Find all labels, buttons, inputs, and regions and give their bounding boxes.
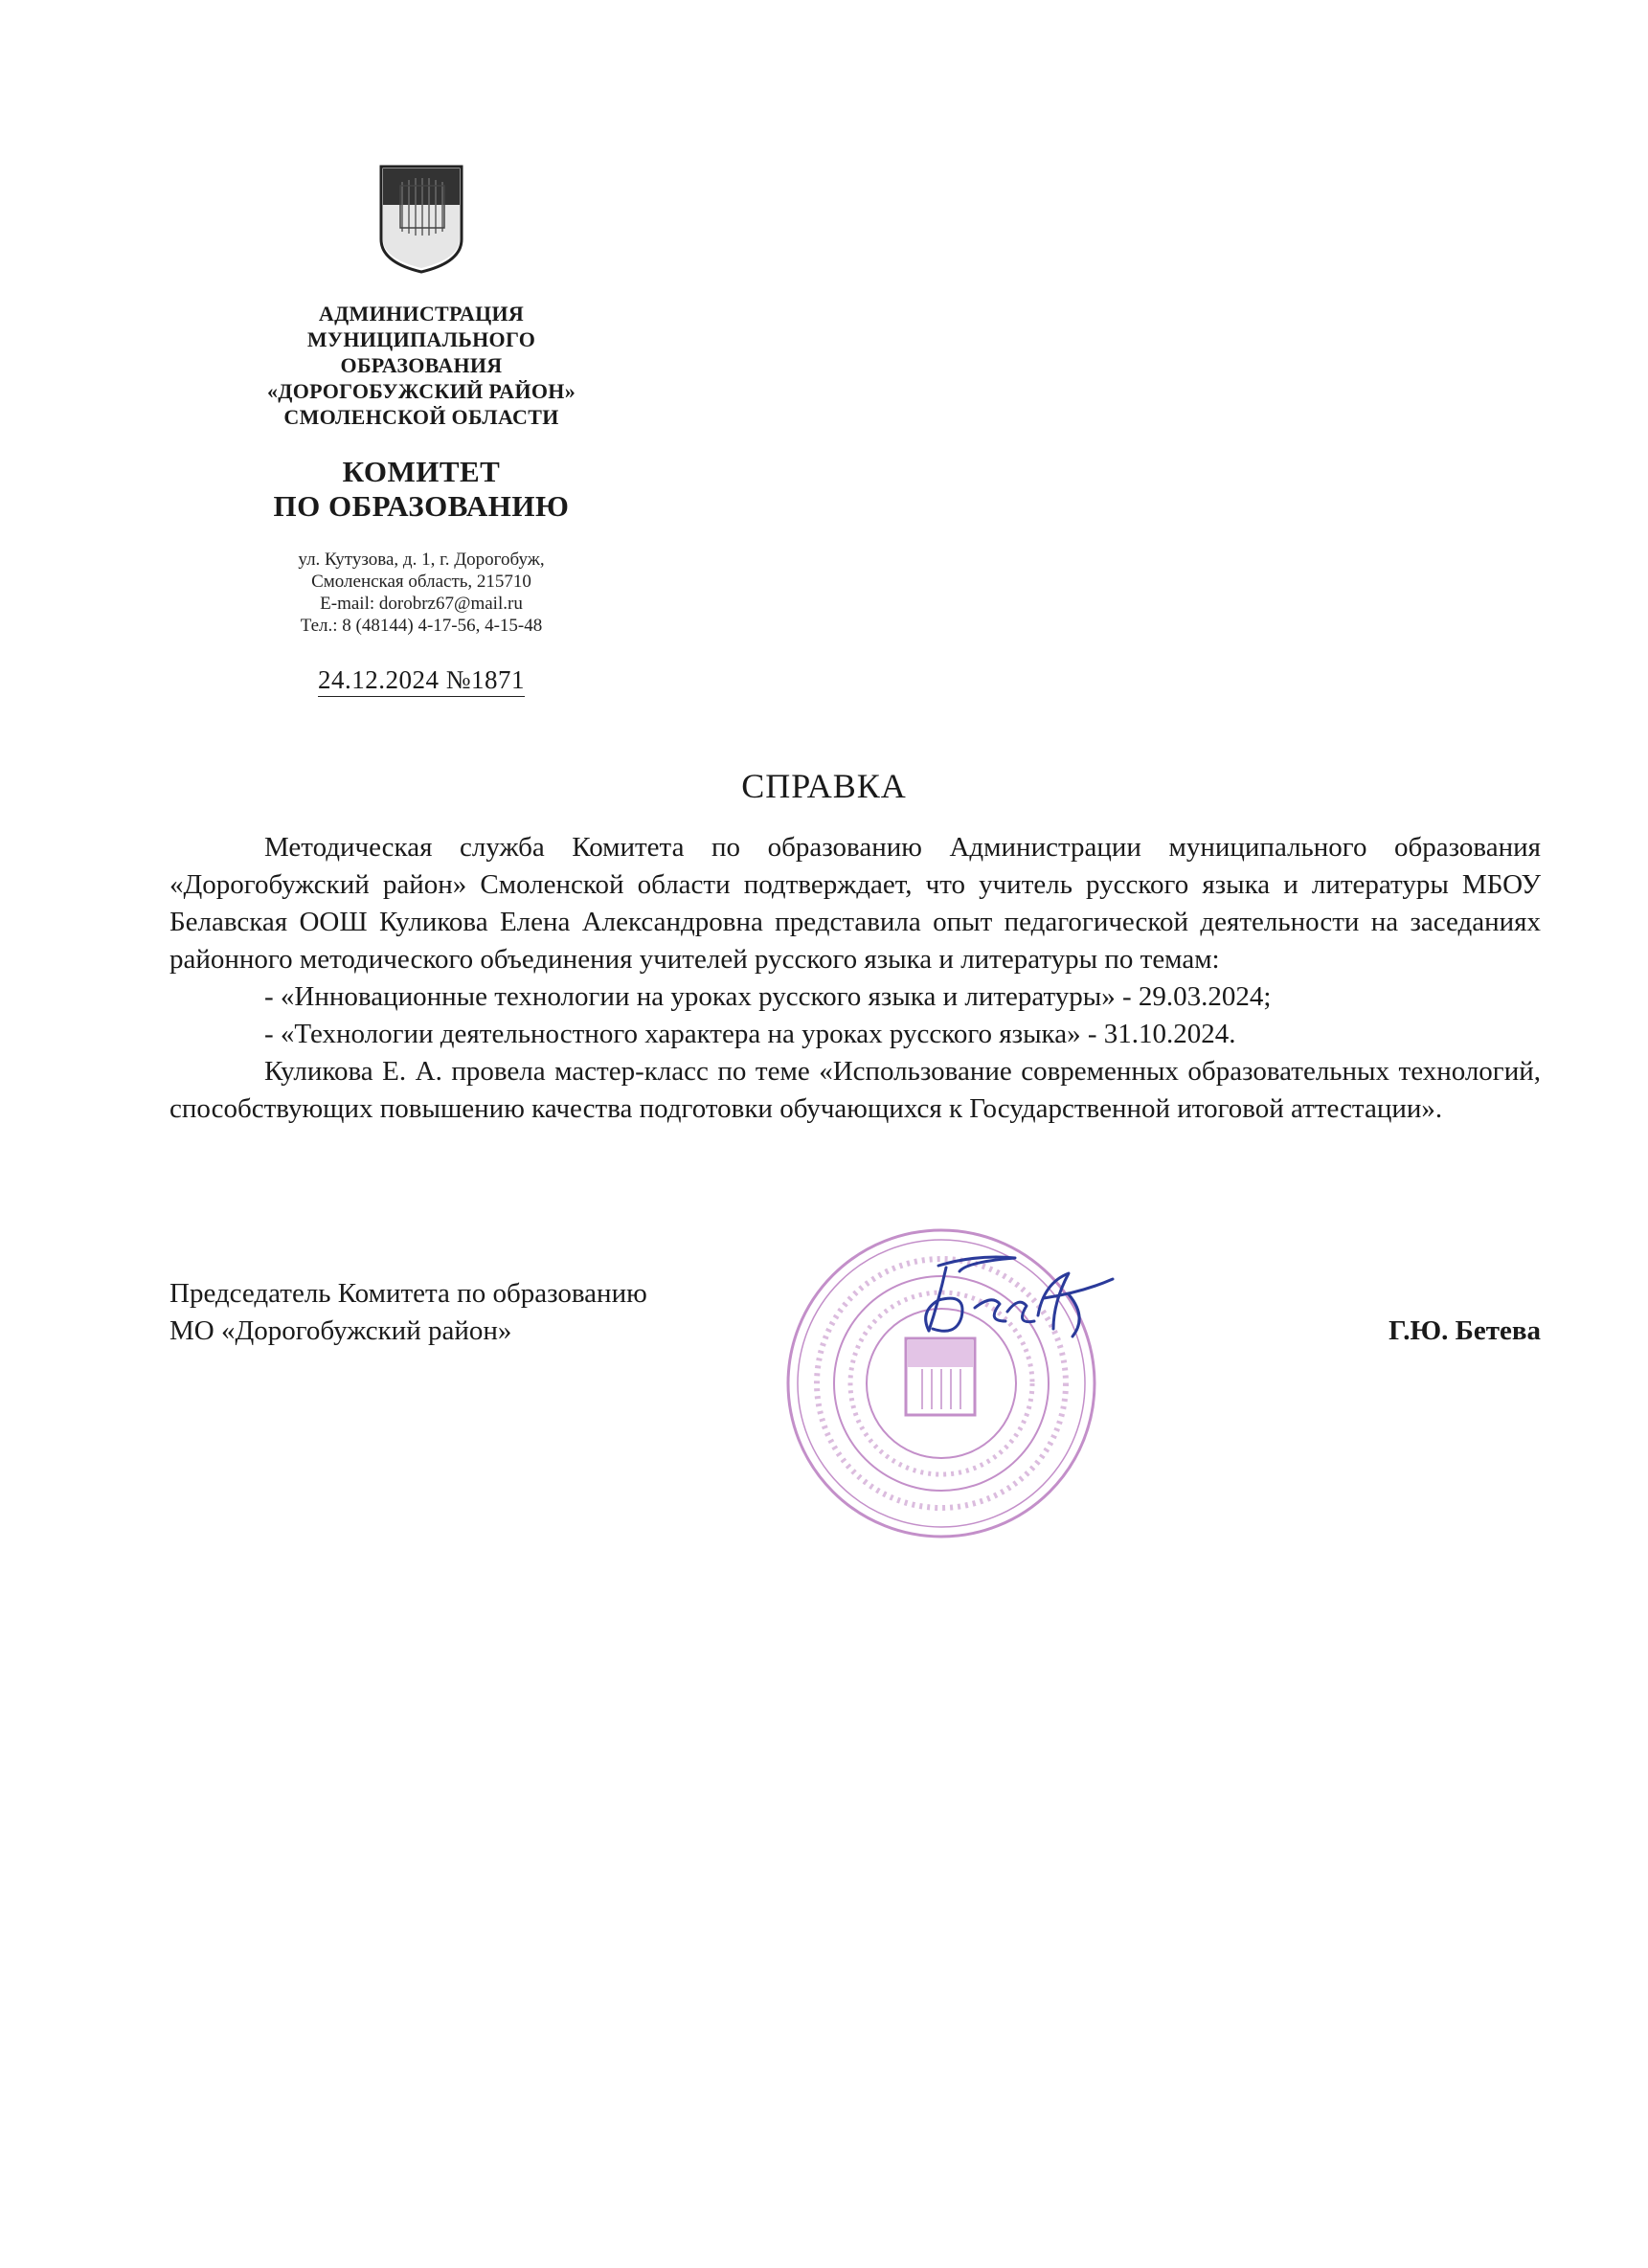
admin-line: МУНИЦИПАЛЬНОГО xyxy=(306,327,536,351)
admin-line: АДМИНИСТРАЦИЯ xyxy=(318,302,525,326)
body-paragraph: Методическая служба Комитета по образованию Администрации муниципального образования «Дорогобужский район» Смоленской области подтверждает, что учитель русского языка и литературы МБОУ Белавская ООШ Куликова Елена Александровна представила опыт педагогической деятельности на заседаниях районного методического объединения учителей русского языка и литературы по темам: xyxy=(169,832,1541,975)
address-line: Смоленская область, 215710 xyxy=(311,572,531,592)
address-line: ул. Кутузова, д. 1, г. Дорогобуж, xyxy=(298,550,545,570)
admin-line: СМОЛЕНСКОЙ ОБЛАСТИ xyxy=(283,405,559,429)
topic-list-item: - «Технологии деятельностного характера на уроках русского языка» - 31.10.2024. xyxy=(264,1019,1236,1049)
phone-line: Тел.: 8 (48144) 4-17-56, 4-15-48 xyxy=(300,616,543,636)
administration-name xyxy=(230,301,613,430)
document-title: СПРАВКА xyxy=(741,767,907,805)
document-date-number: 24.12.2024 №1871 xyxy=(318,665,525,697)
signer-name: Г.Ю. Бетева xyxy=(1388,1315,1541,1346)
signer-position-line: МО «Дорогобужский район» xyxy=(169,1315,512,1346)
admin-line: ОБРАЗОВАНИЯ xyxy=(340,353,503,377)
committee-name xyxy=(230,455,613,524)
document-body xyxy=(169,829,1541,1128)
signature-block xyxy=(169,1275,1541,1352)
committee-line: КОМИТЕТ xyxy=(342,455,501,488)
letterhead xyxy=(230,163,613,697)
email-line: E-mail: dorobrz67@mail.ru xyxy=(320,594,523,614)
coat-of-arms-icon xyxy=(377,163,465,276)
signer-position xyxy=(169,1275,1541,1350)
admin-line: «ДОРОГОБУЖСКИЙ РАЙОН» xyxy=(266,379,576,403)
address-block xyxy=(230,549,613,637)
committee-line: ПО ОБРАЗОВАНИЮ xyxy=(273,489,570,523)
signer-position-line: Председатель Комитета по образованию xyxy=(169,1278,647,1309)
topic-list-item: - «Инновационные технологии на уроках русского языка и литературы» - 29.03.2024; xyxy=(264,981,1272,1012)
body-paragraph: Куликова Е. А. провела мастер-класс по теме «Использование современных образовательных технологий, способствующих повышению качества подготовки обучающихся к Государственной итоговой аттестации». xyxy=(169,1056,1541,1124)
